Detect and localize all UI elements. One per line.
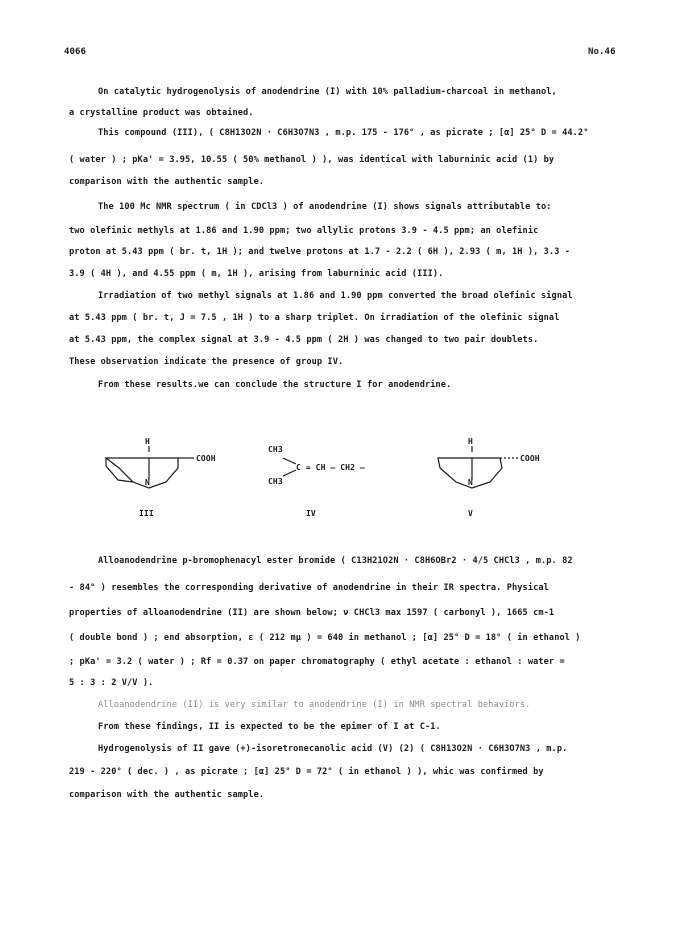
body-line: From these results.we can conclude the structure I for anodendrine. (98, 380, 452, 390)
body-line: - 84° ) resembles the corresponding derivative of anodendrine in their IR spectra. Physical (69, 583, 549, 593)
structure-iii-n: N (145, 478, 150, 487)
body-line: The 100 Mc NMR spectrum ( in CDCl3 ) of anodendrine (I) shows signals attributable to: (98, 202, 552, 212)
body-line: Hydrogenolysis of II gave (+)-isoretronecanolic acid (V) (2) ( C8H13O2N · C6H3O7N3 , m.p. (98, 744, 568, 754)
body-line: 3.9 ( 4H ), and 4.55 ppm ( m, 1H ), arising from laburninic acid (III). (69, 269, 444, 279)
body-line: ( double bond ) ; end absorption, ε ( 212 mμ ) = 640 in methanol ; [α] 25° D = 18° ( in ethanol ) (69, 633, 581, 643)
structure-iii-label: III (139, 509, 154, 518)
structure-figure (0, 436, 680, 526)
structure-v-h: H (468, 437, 473, 446)
body-line: a crystalline product was obtained. (69, 108, 254, 118)
body-line: These observation indicate the presence of group IV. (69, 357, 344, 367)
body-line: 5 : 3 : 2 V/V ). (69, 678, 154, 688)
structure-v-n: N (468, 478, 473, 487)
body-line: On catalytic hydrogenolysis of anodendrine (I) with 10% palladium-charcoal in methanol, (98, 87, 557, 97)
body-line: ( water ) ; pKa' = 3.95, 10.55 ( 50% methanol ) ), was identical with laburninic acid (1) by (69, 155, 555, 165)
page-number: 4066 (64, 47, 87, 57)
structure-v-label: V (468, 509, 473, 518)
structure-v-cooh: COOH (520, 454, 540, 463)
body-line: Alloanodendrine p-bromophenacyl ester bromide ( C13H21O2N · C8H6OBr2 · 4/5 CHCl3 , m.p. 82 (98, 556, 573, 566)
body-line: at 5.43 ppm, the complex signal at 3.9 - 4.5 ppm ( 2H ) was changed to two pair doublets. (69, 335, 539, 345)
body-line: Irradiation of two methyl signals at 1.86 and 1.90 ppm converted the broad olefinic signal (98, 291, 573, 301)
body-line: comparison with the authentic sample. (69, 177, 265, 187)
body-line: This compound (III), ( C8H13O2N · C6H3O7N3 , m.p. 175 - 176° , as picrate ; [α] 25° D = 44.2° (98, 128, 589, 138)
body-line: at 5.43 ppm ( br. t, J = 7.5 , 1H ) to a sharp triplet. On irradiation of the olefinic signal (69, 313, 560, 323)
structure-iv-label: IV (306, 509, 316, 518)
structure-iii-cooh: COOH (196, 454, 216, 463)
body-line: proton at 5.43 ppm ( br. t, 1H ); and twelve protons at 1.7 - 2.2 ( 6H ), 2.93 ( m, 1H ), 3.3 - (69, 247, 571, 257)
body-line: From these findings, II is expected to be the epimer of I at C-1. (98, 722, 441, 732)
body-line: 219 - 220° ( dec. ) , as picrate ; [α] 25° D = 72° ( in ethanol ) ), whic was confirmed by (69, 767, 544, 777)
body-line: properties of alloanodendrine (II) are shown below; ν CHCl3 max 1597 ( carbonyl ), 1665 cm-1 (69, 608, 555, 618)
structure-iv-ch3-bottom: CH3 (268, 477, 283, 486)
body-line: comparison with the authentic sample. (69, 790, 265, 800)
journal-number: No.46 (588, 47, 616, 57)
structure-iii-h: H (145, 437, 150, 446)
structure-iv-chain: C = CH — CH2 — (296, 463, 365, 472)
body-line: two olefinic methyls at 1.86 and 1.90 ppm; two allylic protons 3.9 - 4.5 ppm; an olefinic (69, 226, 539, 236)
structure-iv-ch3-top: CH3 (268, 445, 283, 454)
body-line: Alloanodendrine (II) is very similar to anodendrine (I) in NMR spectral behaviors. (98, 700, 531, 710)
body-line: ; pKa' = 3.2 ( water ) ; Rf = 0.37 on paper chromatography ( ethyl acetate : ethanol : water = (69, 657, 565, 667)
